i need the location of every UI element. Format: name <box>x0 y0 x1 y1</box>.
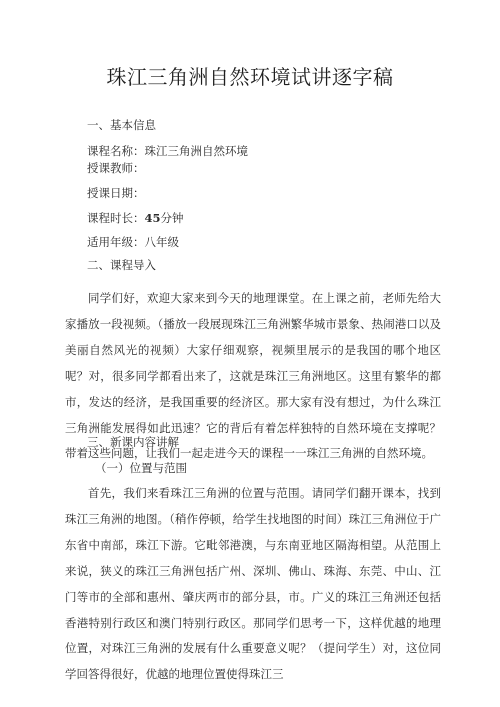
date-line: 授课日期： <box>87 186 145 200</box>
intro-paragraph: 同学们好，欢迎大家来到今天的地理课堂。在上课之前，老师先给大家播放一段视频。（播放一段展现珠江三角洲繁华城市景象、热闹港口以及美丽自然风光的视频）大家仔细观察，视频里展示的是我国的哪个地区呢？对，很多同学都看出来了，这就是珠江三角洲地区。这里有繁华的都市，发达的经济，是我国重要的经济区。那大家有没有想过，为什么珠江三角洲能发展得如此迅速？它的背后有着怎样独特的自然环境在支撑呢？带着这些问题，让我们一起走进今天的课程一一珠江三角洲的自然环境。 <box>65 291 441 461</box>
duration-label: 课程时长： <box>87 211 145 225</box>
duration-value: 45 <box>144 211 161 225</box>
section-heading-intro: 二、课程导入 <box>87 258 156 272</box>
duration-unit: 分钟 <box>160 211 184 225</box>
section-heading-basic-info: 一、基本信息 <box>87 118 156 132</box>
course-name-line: 课程名称：珠江三角洲自然环境 <box>87 144 248 158</box>
location-paragraph: 首先，我们来看珠江三角洲的位置与范围。请同学们翻开课本，找到珠江三角洲的地图。（稍作停顿，给学生找地图的时间）珠江三角洲位于广东省中南部，珠江下游。它毗邻港澳，与东南亚地区隔海相望。从范围上来说，狭义的珠江三角洲包括广州、深圳、佛山、珠海、东莞、中山、江门等市的全部和惠州、肇庆两市的部分县，市。广义的珠江三角洲还包括香港特别行政区和澳门特别行政区。那同学们思考一下，这样优越的地理位置，对珠江三角洲的发展有什么重要意义呢？（提问学生）对，这位同学回答得很好，优越的地理位置使得珠江三 <box>65 486 441 682</box>
section-heading-new-lesson: 三、新课内容讲解 <box>87 435 179 449</box>
grade-line: 适用年级：八年级 <box>87 235 179 249</box>
document-title: 珠江三角洲自然环境试讲逐字稿 <box>106 65 394 89</box>
teacher-line: 授课教师： <box>87 161 145 175</box>
subheading-location: （一）位置与范围 <box>95 461 187 475</box>
duration-line <box>87 210 184 226</box>
